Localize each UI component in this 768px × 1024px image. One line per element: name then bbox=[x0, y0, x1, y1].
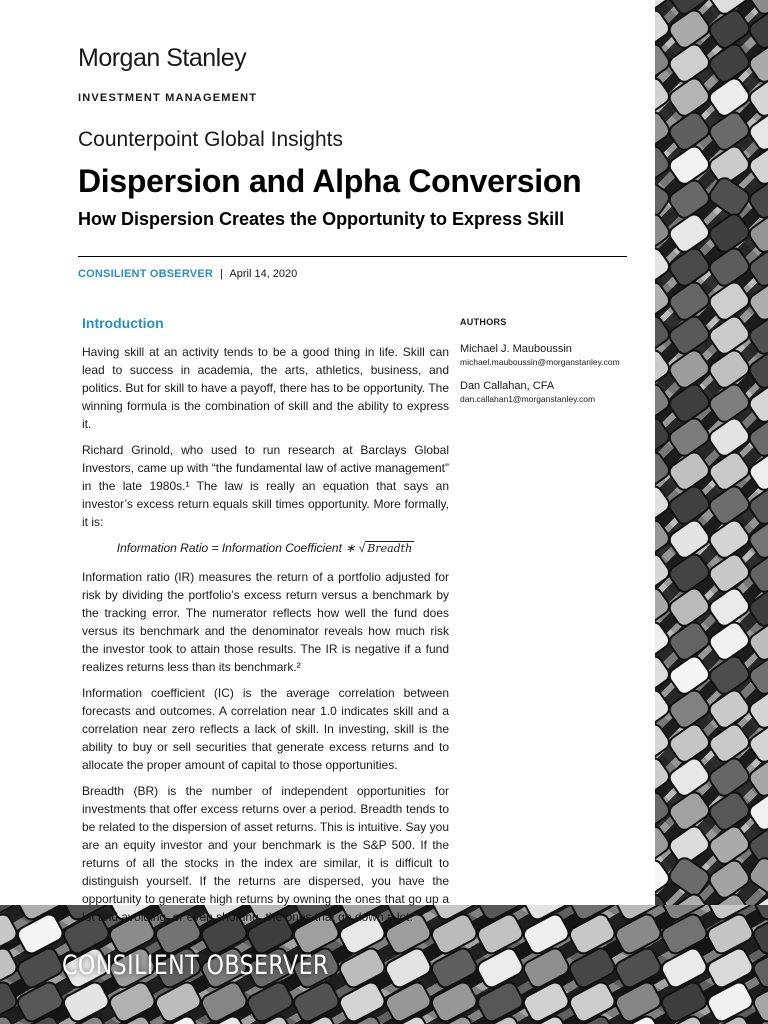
weave-strand bbox=[667, 855, 713, 899]
weave-strand bbox=[61, 980, 111, 1024]
weave-strand bbox=[707, 109, 753, 153]
body-column bbox=[82, 343, 449, 934]
weave-strand bbox=[659, 980, 709, 1024]
weave-strand bbox=[15, 912, 65, 956]
weave-strand bbox=[475, 946, 525, 990]
weave-strand bbox=[15, 946, 65, 990]
weave-strand bbox=[707, 347, 753, 391]
weave-strand bbox=[667, 721, 713, 765]
footer-brand: CONSILIENT OBSERVER bbox=[62, 950, 329, 981]
series-title: Counterpoint Global Insights bbox=[78, 128, 343, 151]
dateline-date: April 14, 2020 bbox=[229, 268, 298, 280]
weave-strand bbox=[707, 449, 753, 493]
weave-strand bbox=[567, 946, 617, 990]
weave-strand bbox=[667, 109, 713, 153]
weave-strand bbox=[567, 980, 617, 1024]
weave-strand bbox=[707, 381, 753, 425]
weave-strand bbox=[707, 551, 753, 595]
weave-strand bbox=[707, 823, 753, 867]
document-title: Dispersion and Alpha Conversion bbox=[78, 163, 582, 199]
weave-strand bbox=[667, 211, 713, 255]
weave-strand bbox=[707, 7, 753, 51]
weave-strand bbox=[107, 980, 157, 1024]
weave-strand bbox=[667, 381, 713, 425]
weave-strand bbox=[751, 905, 768, 922]
weave-strand bbox=[707, 789, 753, 833]
weave-strand bbox=[337, 980, 387, 1024]
weave-strand bbox=[199, 980, 249, 1024]
weave-strand bbox=[667, 415, 713, 459]
weave-strand bbox=[667, 41, 713, 85]
author-name: Dan Callahan, CFA bbox=[460, 380, 555, 392]
formula bbox=[82, 539, 449, 558]
weave-strand bbox=[705, 912, 755, 956]
weave-strand bbox=[383, 980, 433, 1024]
weave-strand bbox=[707, 687, 753, 731]
formula-breadth: Breadth bbox=[367, 542, 413, 555]
weave-strand bbox=[707, 75, 753, 119]
weave-strand bbox=[659, 912, 709, 956]
weave-strand bbox=[245, 980, 295, 1024]
sqrt-symbol: √ bbox=[358, 541, 366, 555]
weave-strand bbox=[667, 653, 713, 697]
weave-strand bbox=[659, 946, 709, 990]
paragraph: Breadth (BR) is the number of independent opportunities for investments that offer excess returns over a period. Breadth tends to be related to the dispersion of asset returns. This is intuitive. Say you are an equity investor and your benchmark is the S&P 500. If the returns of all the stocks in the index are similar, it is difficult to distinguish yourself. If the returns are dispersed, you have the opportunity to generate high returns by owning the ones that go up a lot and avoiding, or even shorting, the ones that go down a lot. bbox=[82, 784, 449, 924]
weave-strand bbox=[521, 946, 571, 990]
weave-strand bbox=[707, 245, 753, 289]
weave-strand bbox=[15, 980, 65, 1024]
section-heading-introduction: Introduction bbox=[82, 315, 164, 331]
weave-strand bbox=[0, 1014, 19, 1024]
weave-strand bbox=[667, 585, 713, 629]
weave-strand bbox=[429, 980, 479, 1024]
weave-strand bbox=[667, 177, 713, 221]
weave-strand bbox=[707, 619, 753, 663]
weave-strand bbox=[521, 980, 571, 1024]
weave-strand bbox=[383, 946, 433, 990]
document-subtitle: How Dispersion Creates the Opportunity to Express Skill bbox=[78, 209, 565, 229]
weave-strand bbox=[667, 143, 713, 187]
weave-strand bbox=[667, 619, 713, 663]
weave-strand bbox=[707, 415, 753, 459]
weave-strand bbox=[667, 7, 713, 51]
author-entry bbox=[460, 343, 620, 367]
weave-strand bbox=[567, 912, 617, 956]
author-entry bbox=[460, 380, 595, 404]
weave-strand bbox=[705, 946, 755, 990]
dateline bbox=[78, 268, 297, 280]
weave-strand bbox=[429, 946, 479, 990]
weave-strand bbox=[707, 755, 753, 799]
weave-pattern-right bbox=[655, 0, 768, 1024]
weave-strand bbox=[153, 980, 203, 1024]
weave-strand bbox=[705, 980, 755, 1024]
title-divider bbox=[78, 256, 627, 257]
weave-strand bbox=[613, 980, 663, 1024]
weave-strand bbox=[707, 585, 753, 629]
weave-strand bbox=[707, 721, 753, 765]
weave-strand bbox=[667, 687, 713, 731]
weave-strand bbox=[337, 946, 387, 990]
weave-strand bbox=[667, 75, 713, 119]
formula-left: Information Ratio = Information Coefficient ∗ bbox=[116, 541, 359, 555]
weave-strand bbox=[667, 279, 713, 323]
weave-strand bbox=[667, 517, 713, 561]
woven-background-right bbox=[655, 0, 768, 1024]
weave-strand bbox=[475, 980, 525, 1024]
weave-strand bbox=[613, 912, 663, 956]
weave-strand bbox=[667, 313, 713, 357]
author-email-link[interactable]: dan.callahan1@morganstanley.com bbox=[460, 394, 596, 404]
weave-strand bbox=[613, 946, 663, 990]
weave-strand bbox=[707, 211, 753, 255]
morgan-stanley-logo: Morgan Stanley bbox=[78, 44, 247, 72]
dateline-brand: CONSILIENT OBSERVER bbox=[78, 268, 214, 280]
weave-strand bbox=[707, 175, 753, 219]
weave-strand bbox=[707, 279, 753, 323]
weave-strand bbox=[667, 755, 713, 799]
weave-strand bbox=[667, 449, 713, 493]
weave-strand bbox=[707, 857, 753, 901]
weave-strand bbox=[521, 912, 571, 956]
weave-strand bbox=[667, 483, 713, 527]
weave-strand bbox=[707, 653, 753, 697]
weave-strand bbox=[707, 313, 753, 357]
paragraph: Richard Grinold, who used to run research at Barclays Global Investors, came up with “the fundamental law of active management” in the late 1980s.¹ The law is really an equation that says an investor’s excess return equals skill times opportunity. More formally, it is: bbox=[82, 443, 449, 529]
weave-strand bbox=[291, 980, 341, 1024]
dateline-separator: | bbox=[220, 268, 223, 280]
weave-strand bbox=[667, 551, 713, 595]
weave-strand bbox=[707, 517, 753, 561]
weave-strand bbox=[667, 245, 713, 289]
logo-subtitle: INVESTMENT MANAGEMENT bbox=[78, 92, 258, 104]
author-name: Michael J. Mauboussin bbox=[460, 343, 572, 355]
weave-strand bbox=[707, 483, 753, 527]
weave-strand bbox=[667, 347, 713, 391]
author-email-link[interactable]: michael.mauboussin@morganstanley.com bbox=[460, 357, 620, 367]
weave-strand bbox=[475, 912, 525, 956]
authors-heading: AUTHORS bbox=[460, 317, 507, 327]
weave-strand bbox=[747, 855, 768, 899]
weave-strand bbox=[707, 41, 753, 85]
weave-strand bbox=[667, 789, 713, 833]
paragraph: Information ratio (IR) measures the return of a portfolio adjusted for risk by dividing the portfolio’s excess return versus a benchmark by the tracking error. The numerator reflects how well the fund does versus its benchmark and the denominator reveals how much risk the investor took to attain those results. The IR is negative if a fund realizes returns less than its benchmark.² bbox=[82, 570, 449, 674]
paragraph: Information coefficient (IC) is the average correlation between forecasts and outcomes. A correlation near 1.0 indicates skill and a correlation near zero reflects a lack of skill. In investing, skill is the ability to buy or sell securities that generate excess returns and to allocate the proper amount of capital to those opportunities. bbox=[82, 686, 449, 772]
paragraph: Having skill at an activity tends to be a good thing in life. Skill can lead to success in academia, the arts, athletics, business, and politics. But for skill to have a payoff, there has to be opportunity. The winning formula is the combination of skill and the ability to express it. bbox=[82, 345, 449, 431]
